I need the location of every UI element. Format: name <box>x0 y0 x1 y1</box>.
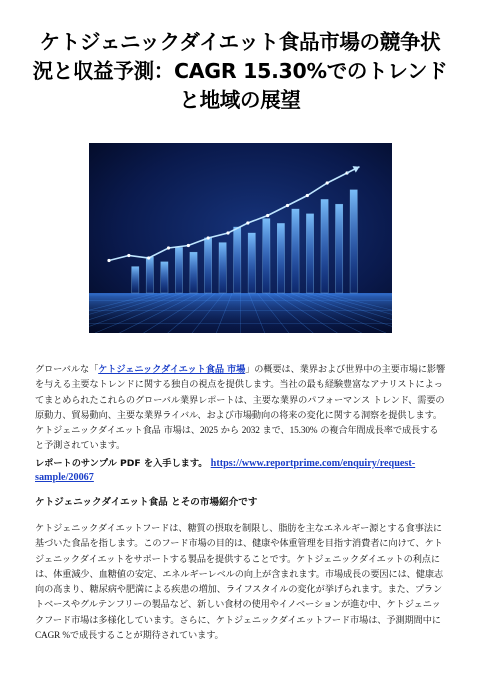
chart-bar <box>321 199 328 293</box>
chart-bar <box>204 238 211 293</box>
chart-bar <box>306 214 313 293</box>
trend-point <box>226 231 229 234</box>
trend-point <box>306 194 309 197</box>
sample-link[interactable]: https://www.reportprime.com/enquiry/request-sample/20067 <box>35 458 416 483</box>
section-body-b: で成長することが期待されています。 <box>69 630 224 642</box>
growth-chart-image <box>89 143 392 333</box>
section-cagr: CAGR % <box>35 630 70 641</box>
trend-point <box>147 256 150 259</box>
chart-bar <box>190 252 197 293</box>
chart-bar <box>132 267 139 293</box>
chart-bar <box>219 243 226 293</box>
intro-prefix: グローバルな「 <box>35 364 99 375</box>
chart-bar <box>248 233 255 293</box>
chart-bar <box>335 204 342 293</box>
trend-point <box>286 204 289 207</box>
chart-bar <box>146 257 153 293</box>
intro-tail-1: まで、 <box>259 425 290 437</box>
section-paragraph <box>35 521 447 643</box>
intro-paragraph <box>35 362 447 454</box>
year-end: 2032 <box>241 425 260 436</box>
trend-point <box>246 221 249 224</box>
trend-point <box>207 236 210 239</box>
trend-point <box>127 254 130 257</box>
section-heading: ケトジェニックダイエット食品 とその市場紹介です <box>35 497 258 508</box>
chart-bar <box>277 223 284 293</box>
page-title: ケトジェニックダイエット食品市場の競争状況と収益予測：CAGR 15.30%でのトレンドと地域の展望 <box>32 30 448 112</box>
intro-tail-2: の複合年間成長率で成長すると予測されています。 <box>35 425 439 452</box>
intro-body: 」の概要は、業界および世界中の主要市場に影響を与える主要なトレンドに関する独自の視点を提供します。当社の最も経験豊富なアナリストによってまとめられたこれらのグローバル業界レポートは、主要な業界のパフォーマンス トレンド、需要の原動力、貿易動向、主要な業界ライバル、および市場動向の将来の変化に関する洞察を提供します。ケトジェニックダイエット食品 市場は、 <box>35 364 446 437</box>
cagr-value: 15.30% <box>289 425 318 436</box>
trend-point <box>167 246 170 249</box>
trend-point <box>266 214 269 217</box>
chart-bar <box>161 262 168 293</box>
sample-request <box>35 457 447 484</box>
sample-label: レポートのサンプル PDF を入手します。 <box>35 458 208 469</box>
chart-bar <box>175 247 182 293</box>
chart-bar <box>350 190 357 293</box>
from-to: から <box>217 425 242 437</box>
market-link[interactable]: ケトジェニックダイエット食品 市場 <box>98 364 246 375</box>
chart-bar <box>263 219 270 293</box>
year-start: 2025 <box>199 425 218 436</box>
chart-bar <box>292 209 299 293</box>
section-body-a: ケトジェニックダイエットフードは、糖質の摂取を制限し、脂肪を主なエネルギー源とする食事法に基づいた食品を指します。このフード市場の目的は、健康や体重管理を目指す消費者に向けて、ケトジェニックダイエットをサポートする製品を提供することです。ケトジェニックダイエットの利点には、体重減少、血糖値の安定、エネルギーレベルの向上が含まれます。市場成長の要因には、健康志向の高まり、糖尿病や肥満による疾患の増加、ライフスタイルの変化が挙げられます。また、プラントベースやグルテンフリーの製品など、新しい食材の使用やイノベーションが進む中、ケトジェニックフード市場は多様化しています。さらに、ケトジェニックダイエットフード市場は、予測期間中に <box>35 523 444 626</box>
chart-bar <box>234 227 241 293</box>
trend-point <box>107 259 110 262</box>
trend-point <box>326 181 329 184</box>
trend-point <box>187 244 190 247</box>
